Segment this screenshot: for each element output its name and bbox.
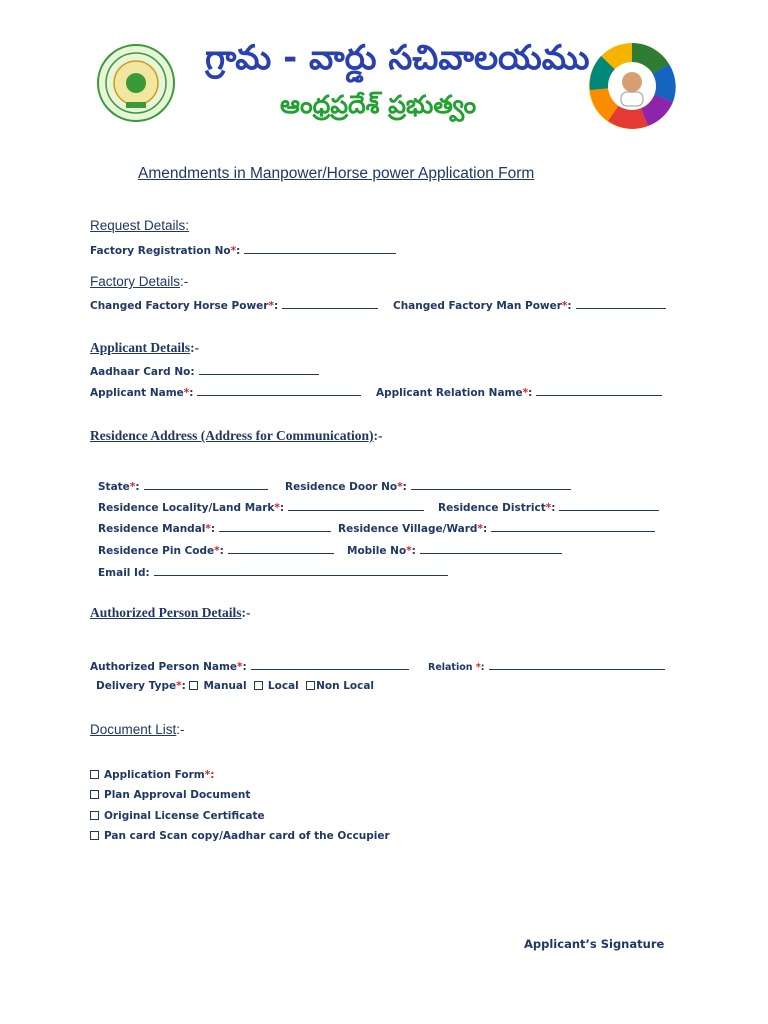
header-subtitle-telugu: ఆంధ్రప్రదేశ్ ప్రభుత్వం bbox=[280, 90, 477, 119]
document-item[interactable]: Application Form*: bbox=[90, 769, 214, 781]
field-label: Factory Registration No bbox=[90, 245, 231, 257]
pin-code-field: Residence Pin Code*: bbox=[98, 543, 334, 557]
section-heading-authorized: Authorized Person Details:- bbox=[90, 605, 251, 620]
man-power-line[interactable] bbox=[576, 298, 666, 309]
delivery-type-field: Delivery Type*: Manual Local Non Local bbox=[96, 680, 375, 692]
aadhaar-line[interactable] bbox=[199, 364, 319, 375]
section-heading-residence: Residence Address (Address for Communication):- bbox=[90, 428, 383, 443]
horse-power-field: Changed Factory Horse Power*: bbox=[90, 298, 378, 312]
delivery-option-manual[interactable]: Manual bbox=[189, 680, 246, 692]
email-field: Email Id: bbox=[98, 565, 448, 579]
mobile-field: Mobile No*: bbox=[347, 543, 562, 557]
email-line[interactable] bbox=[154, 565, 448, 576]
checkbox-icon[interactable] bbox=[90, 831, 99, 840]
checkbox-icon[interactable] bbox=[90, 811, 99, 820]
checkbox-icon[interactable] bbox=[254, 681, 263, 690]
village-field: Residence Village/Ward*: bbox=[338, 521, 655, 535]
mobile-line[interactable] bbox=[420, 543, 562, 554]
applicant-relation-field: Applicant Relation Name*: bbox=[376, 385, 662, 399]
form-title: Amendments in Manpower/Horse power Application Form bbox=[138, 165, 535, 182]
delivery-option-local[interactable]: Local bbox=[254, 680, 299, 692]
applicant-signature-label: Applicant’s Signature bbox=[524, 937, 665, 951]
checkbox-icon[interactable] bbox=[306, 681, 315, 690]
ap-government-emblem bbox=[96, 42, 176, 124]
section-heading-documents: Document List:- bbox=[90, 722, 185, 737]
factory-registration-field: Factory Registration No*: bbox=[90, 243, 396, 257]
section-heading-request: Request Details: bbox=[90, 218, 190, 233]
section-heading-factory: Factory Details:- bbox=[90, 274, 189, 289]
mandal-field: Residence Mandal*: bbox=[98, 521, 331, 535]
village-line[interactable] bbox=[491, 521, 655, 532]
delivery-option-non-local[interactable]: Non Local bbox=[306, 680, 374, 692]
mandal-line[interactable] bbox=[219, 521, 331, 532]
checkbox-icon[interactable] bbox=[189, 681, 198, 690]
door-no-field: Residence Door No*: bbox=[285, 479, 571, 493]
navaratnalu-circle-logo bbox=[588, 40, 676, 132]
district-field: Residence District*: bbox=[438, 500, 659, 514]
required-mark: * bbox=[230, 245, 237, 257]
authorized-name-line[interactable] bbox=[251, 659, 409, 670]
applicant-relation-line[interactable] bbox=[536, 385, 662, 396]
document-item[interactable]: Original License Certificate bbox=[90, 810, 265, 822]
horse-power-line[interactable] bbox=[282, 298, 378, 309]
document-item[interactable]: Plan Approval Document bbox=[90, 789, 250, 801]
door-no-line[interactable] bbox=[411, 479, 571, 490]
authorized-relation-field: Relation *: bbox=[428, 659, 665, 673]
authorized-relation-line[interactable] bbox=[489, 659, 665, 670]
checkbox-icon[interactable] bbox=[90, 790, 99, 799]
authorized-name-field: Authorized Person Name*: bbox=[90, 659, 409, 673]
checkbox-icon[interactable] bbox=[90, 770, 99, 779]
aadhaar-field: Aadhaar Card No: bbox=[90, 364, 319, 378]
locality-line[interactable] bbox=[288, 500, 424, 511]
state-line[interactable] bbox=[144, 479, 268, 490]
man-power-field: Changed Factory Man Power*: bbox=[393, 298, 666, 312]
district-line[interactable] bbox=[559, 500, 659, 511]
document-item[interactable]: Pan card Scan copy/Aadhar card of the Occupier bbox=[90, 830, 390, 842]
factory-registration-line[interactable] bbox=[244, 243, 396, 254]
pin-code-line[interactable] bbox=[228, 543, 334, 554]
header-title-telugu: గ్రామ - వార్డు సచివాలయము bbox=[205, 38, 590, 78]
locality-field: Residence Locality/Land Mark*: bbox=[98, 500, 424, 514]
applicant-name-line[interactable] bbox=[197, 385, 361, 396]
applicant-name-field: Applicant Name*: bbox=[90, 385, 361, 399]
state-field: State*: bbox=[98, 479, 268, 493]
section-heading-applicant: Applicant Details:- bbox=[90, 340, 200, 355]
